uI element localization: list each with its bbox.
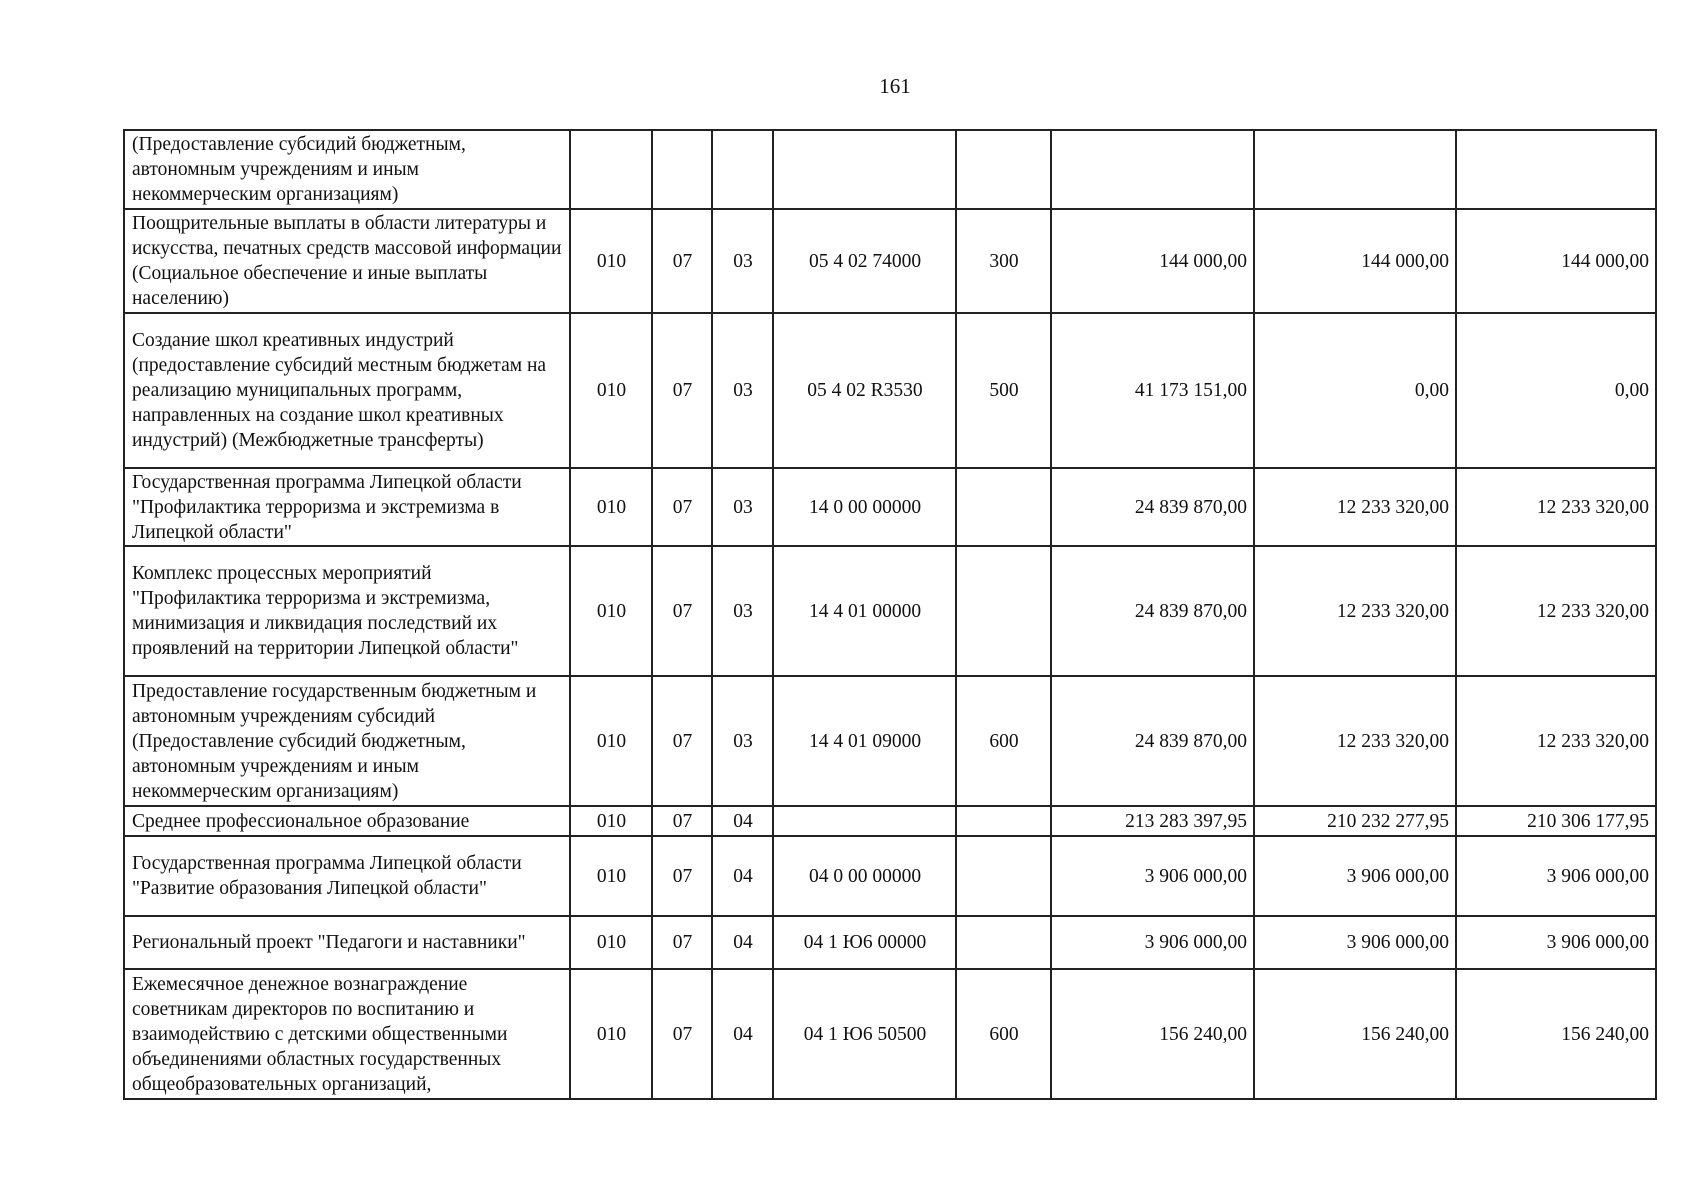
amount-year-3 [1456,130,1656,209]
amount-year-1: 24 839 870,00 [1051,468,1254,546]
row-description: Региональный проект "Педагоги и наставники" [124,916,570,969]
expense-type-code [956,130,1051,209]
section-code: 07 [652,836,712,916]
subsection-code: 04 [712,916,773,969]
amount-year-3: 156 240,00 [1456,969,1656,1099]
amount-year-2 [1254,130,1456,209]
table-row [124,130,1656,209]
table-row [124,468,1656,546]
amount-year-1: 3 906 000,00 [1051,836,1254,916]
target-article-code [773,130,956,209]
amount-year-1: 156 240,00 [1051,969,1254,1099]
subsection-code: 04 [712,806,773,836]
amount-year-2: 210 232 277,95 [1254,806,1456,836]
table-row [124,806,1656,836]
ministry-code: 010 [570,806,652,836]
expense-type-code [956,468,1051,546]
subsection-code: 04 [712,836,773,916]
subsection-code: 03 [712,546,773,676]
amount-year-1: 3 906 000,00 [1051,916,1254,969]
ministry-code [570,130,652,209]
amount-year-2: 3 906 000,00 [1254,836,1456,916]
section-code: 07 [652,313,712,468]
amount-year-3: 0,00 [1456,313,1656,468]
amount-year-1: 41 173 151,00 [1051,313,1254,468]
expense-type-code: 600 [956,676,1051,806]
expense-type-code [956,836,1051,916]
amount-year-3: 12 233 320,00 [1456,468,1656,546]
ministry-code: 010 [570,969,652,1099]
target-article-code: 14 0 00 00000 [773,468,956,546]
subsection-code [712,130,773,209]
expense-type-code [956,806,1051,836]
table-row [124,916,1656,969]
expense-type-code: 600 [956,969,1051,1099]
row-description: Комплекс процессных мероприятий "Профилактика терроризма и экстремизма, минимизация и ликвидация последствий их проявлений на территории Липецкой области" [124,546,570,676]
section-code [652,130,712,209]
expense-type-code [956,546,1051,676]
amount-year-3: 12 233 320,00 [1456,546,1656,676]
row-description: Государственная программа Липецкой области "Развитие образования Липецкой области" [124,836,570,916]
amount-year-2: 3 906 000,00 [1254,916,1456,969]
target-article-code: 05 4 02 74000 [773,209,956,313]
section-code: 07 [652,468,712,546]
table-row [124,676,1656,806]
amount-year-3: 210 306 177,95 [1456,806,1656,836]
section-code: 07 [652,969,712,1099]
amount-year-3: 3 906 000,00 [1456,836,1656,916]
target-article-code [773,806,956,836]
ministry-code: 010 [570,836,652,916]
amount-year-1: 24 839 870,00 [1051,546,1254,676]
amount-year-2: 12 233 320,00 [1254,676,1456,806]
row-description: Государственная программа Липецкой области "Профилактика терроризма и экстремизма в Липецкой области" [124,468,570,546]
target-article-code: 04 0 00 00000 [773,836,956,916]
amount-year-2: 12 233 320,00 [1254,468,1456,546]
row-description: (Предоставление субсидий бюджетным, автономным учреждениям и иным некоммерческим организациям) [124,130,570,209]
subsection-code: 04 [712,969,773,1099]
budget-table [123,129,1657,1100]
table-row [124,546,1656,676]
ministry-code: 010 [570,916,652,969]
amount-year-3: 3 906 000,00 [1456,916,1656,969]
amount-year-2: 144 000,00 [1254,209,1456,313]
subsection-code: 03 [712,209,773,313]
section-code: 07 [652,546,712,676]
row-description: Предоставление государственным бюджетным и автономным учреждениям субсидий (Предоставление субсидий бюджетным, автономным учреждениям и иным некоммерческим организациям) [124,676,570,806]
amount-year-1: 24 839 870,00 [1051,676,1254,806]
section-code: 07 [652,916,712,969]
table-row [124,969,1656,1099]
target-article-code: 14 4 01 00000 [773,546,956,676]
target-article-code: 05 4 02 R3530 [773,313,956,468]
table-row [124,836,1656,916]
ministry-code: 010 [570,676,652,806]
row-description: Среднее профессиональное образование [124,806,570,836]
ministry-code: 010 [570,468,652,546]
amount-year-2: 156 240,00 [1254,969,1456,1099]
table-row [124,313,1656,468]
section-code: 07 [652,209,712,313]
page-number: 161 [879,74,911,98]
ministry-code: 010 [570,546,652,676]
row-description: Создание школ креативных индустрий (предоставление субсидий местным бюджетам на реализацию муниципальных программ, направленных на создание школ креативных индустрий) (Межбюджетные трансферты) [124,313,570,468]
section-code: 07 [652,806,712,836]
amount-year-1 [1051,130,1254,209]
section-code: 07 [652,676,712,806]
expense-type-code: 300 [956,209,1051,313]
row-description: Поощрительные выплаты в области литературы и искусства, печатных средств массовой информации (Социальное обеспечение и иные выплаты населению) [124,209,570,313]
amount-year-2: 12 233 320,00 [1254,546,1456,676]
subsection-code: 03 [712,468,773,546]
subsection-code: 03 [712,313,773,468]
amount-year-3: 144 000,00 [1456,209,1656,313]
target-article-code: 04 1 Ю6 50500 [773,969,956,1099]
amount-year-1: 213 283 397,95 [1051,806,1254,836]
table-row [124,209,1656,313]
expense-type-code [956,916,1051,969]
target-article-code: 14 4 01 09000 [773,676,956,806]
ministry-code: 010 [570,313,652,468]
target-article-code: 04 1 Ю6 00000 [773,916,956,969]
amount-year-1: 144 000,00 [1051,209,1254,313]
ministry-code: 010 [570,209,652,313]
amount-year-2: 0,00 [1254,313,1456,468]
expense-type-code: 500 [956,313,1051,468]
amount-year-3: 12 233 320,00 [1456,676,1656,806]
row-description: Ежемесячное денежное вознаграждение советникам директоров по воспитанию и взаимодействию с детскими общественными объединениями областных государственных общеобразовательных организаций, [124,969,570,1099]
subsection-code: 03 [712,676,773,806]
